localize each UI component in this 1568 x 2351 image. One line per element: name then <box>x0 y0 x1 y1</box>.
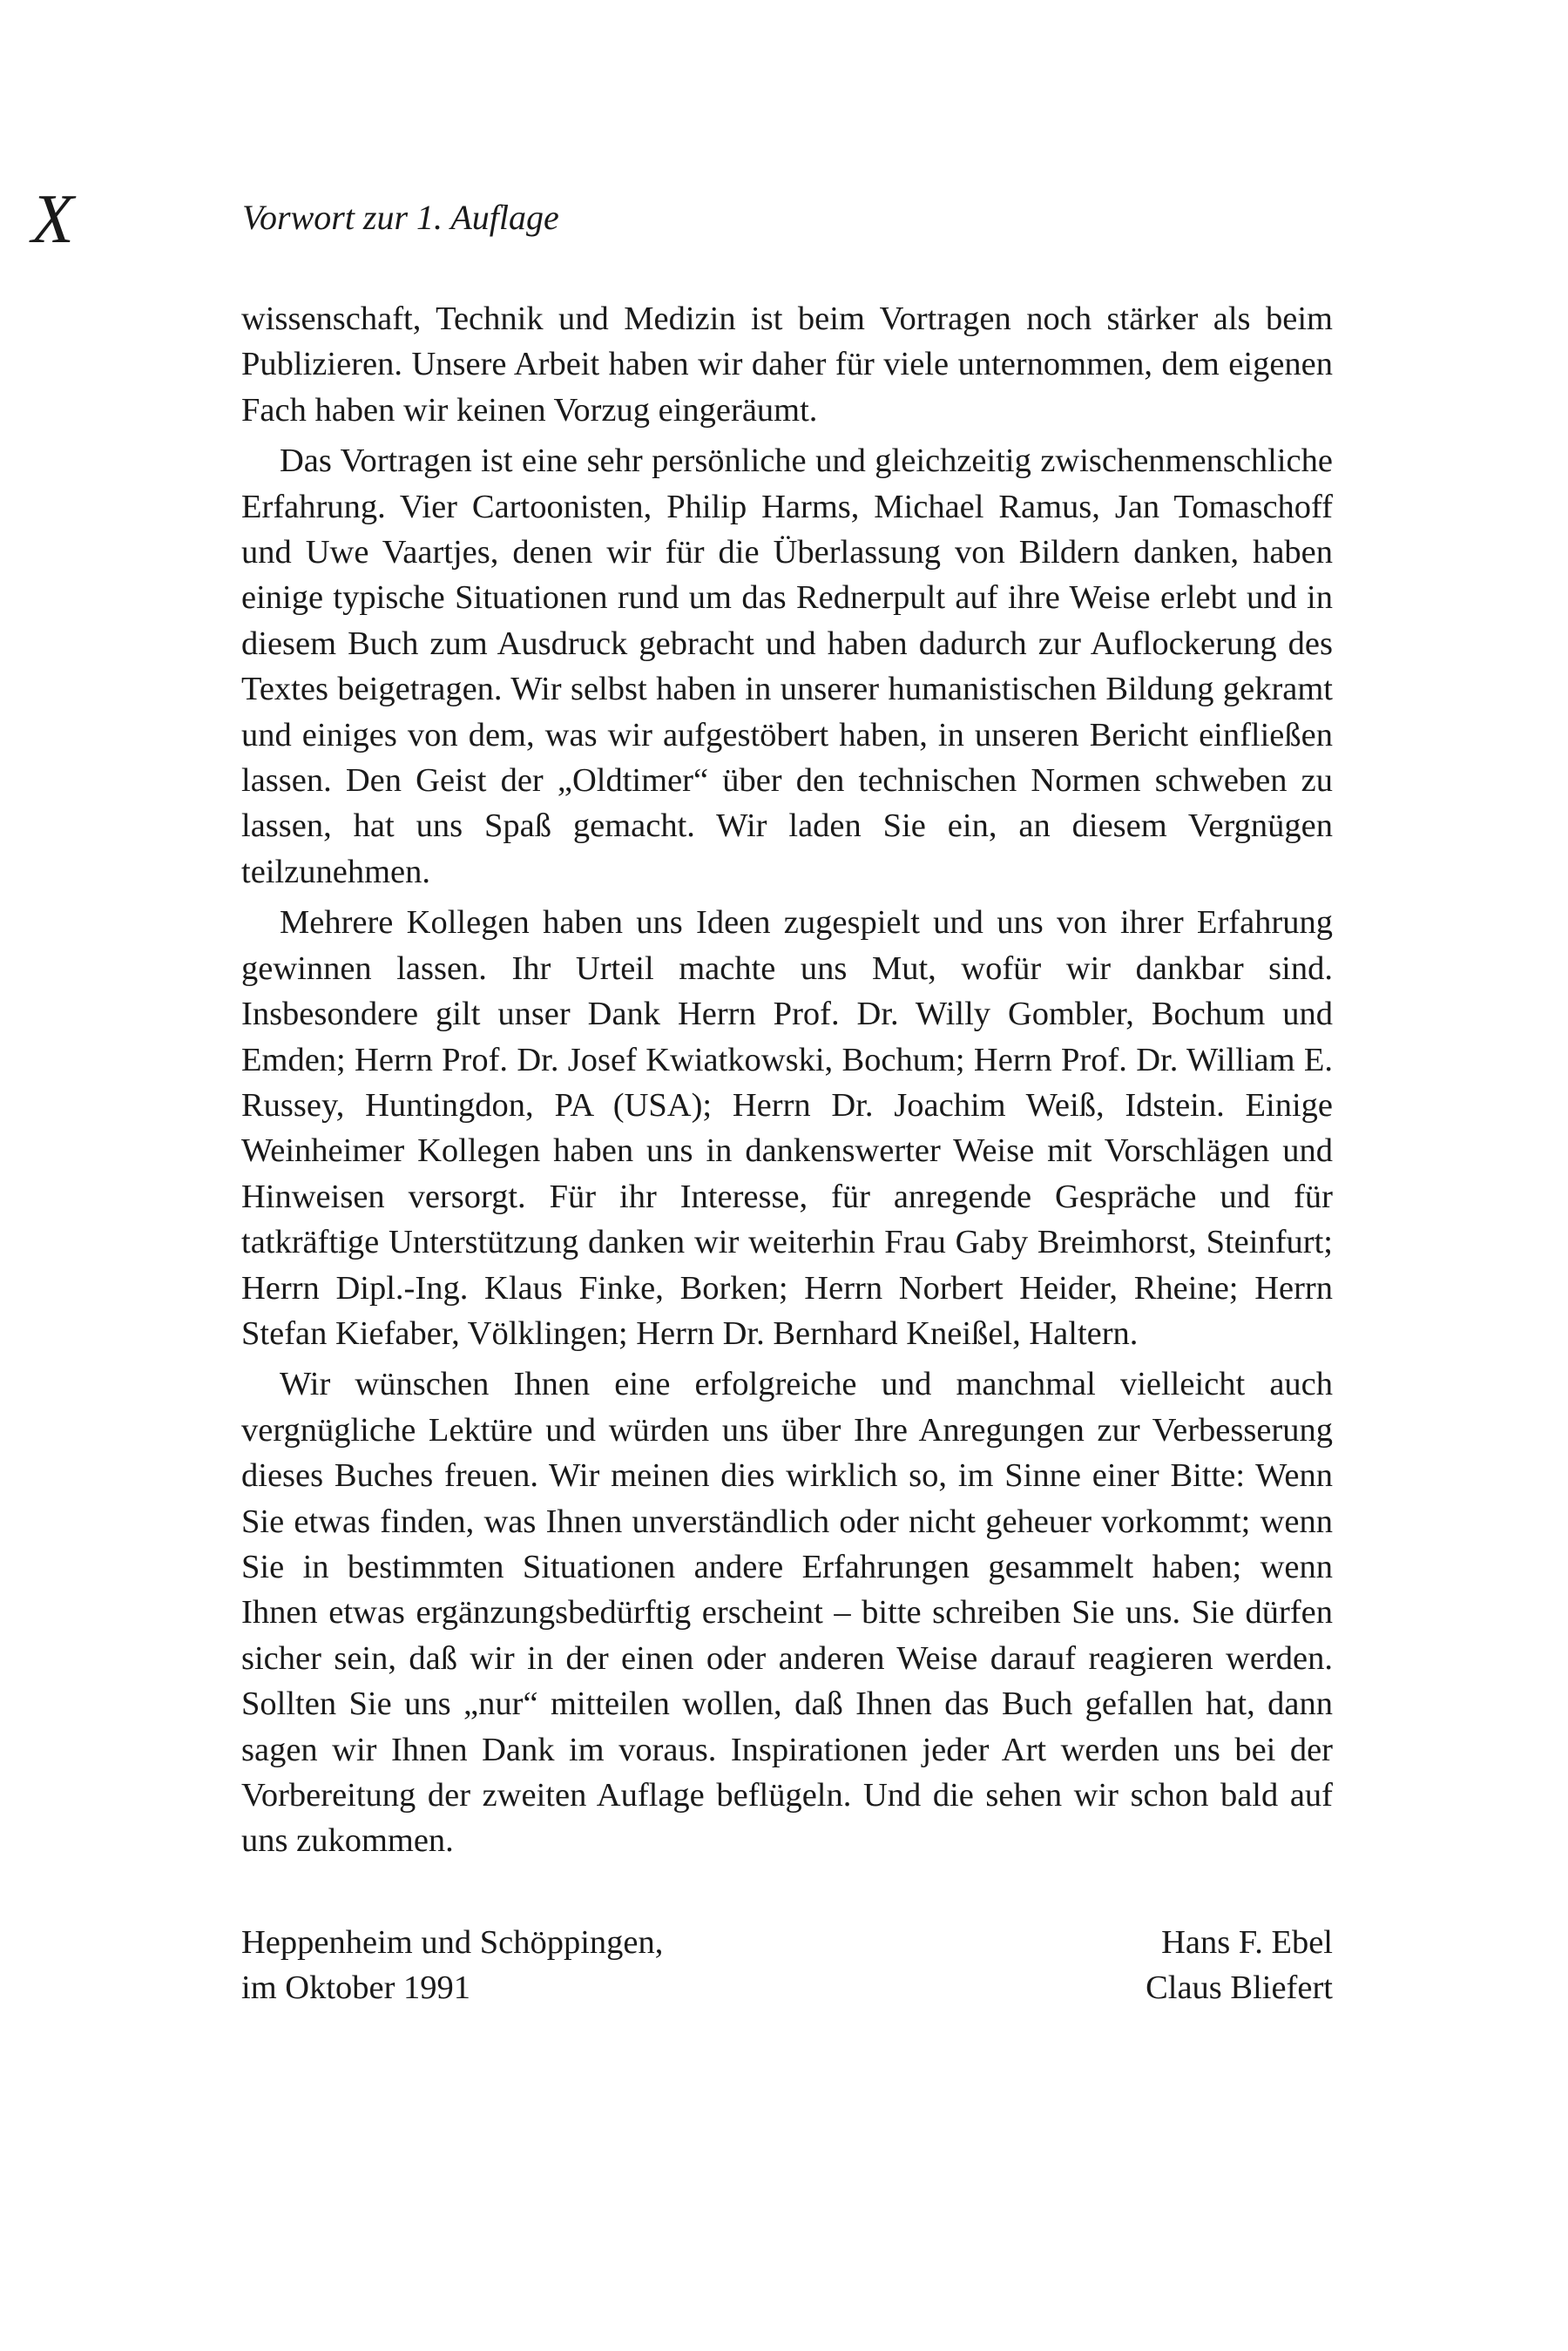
running-head: Vorwort zur 1. Auflage <box>242 198 559 237</box>
author-name: Hans F. Ebel <box>1161 1924 1333 1961</box>
paragraph-1: wissenschaft, Technik und Medizin ist beim Vortragen noch stärker als beim Publizieren. Unsere Arbeit haben wir daher für viele unternommen, dem eigenen Fach haben wir keinen Vorzug eingeräumt. <box>241 301 1333 429</box>
paragraph-3: Mehrere Kollegen haben uns Ideen zugespielt und uns von ihrer Erfahrung gewinnen lassen. Ihr Urteil machte uns Mut, wofür wir dankbar sind. Insbesondere gilt unser Dank Herrn Prof. Dr. Willy Gombler, Bochum und Emden; Herrn Prof. Dr. Josef Kwiatkowski, Bochum; Herrn Prof. Dr. William E. Russey, Huntingdon, PA (USA); Herrn Dr. Joachim Weiß, Idstein. Einige Weinheimer Kollegen haben uns in dankenswerter Weise mit Vorschlägen und Hinweisen versorgt. Für ihr Interesse, für anregende Gespräche und für tatkräftige Unterstützung danken wir weiterhin Frau Gaby Breimhorst, Steinfurt; Herrn Dipl.-Ing. Klaus Finke, Borken; Herrn Norbert Heider, Rheine; Herrn Stefan Kiefaber, Völklingen; Herrn Dr. Bernhard Kneißel, Haltern. <box>241 904 1333 1352</box>
page-number: X <box>31 181 74 258</box>
signature-authors <box>1146 1920 1333 2010</box>
author-name: Claus Bliefert <box>1146 1969 1333 2006</box>
signature-place-date <box>241 1920 663 2010</box>
signature-place: Heppenheim und Schöppingen, <box>241 1924 664 1961</box>
paragraph-2: Das Vortragen ist eine sehr persönliche und gleichzeitig zwischenmenschliche Erfahrung. Vier Cartoonisten, Philip Harms, Michael Ramus, Jan Tomaschoff und Uwe Vaartjes, denen wir für die Überlassung von Bildern danken, haben einige typische Situationen rund um das Rednerpult auf ihre Weise erlebt und in diesem Buch zum Ausdruck gebracht und haben dadurch zur Auflockerung des Textes beigetragen. Wir selbst haben in unserer humanistischen Bildung gekramt und einiges von dem, was wir aufgestöbert haben, in unseren Bericht einfließen lassen. Den Geist der „Oldtimer“ über den technischen Normen schweben zu lassen, hat uns Spaß gemacht. Wir laden Sie ein, an diesem Vergnügen teilzunehmen. <box>241 443 1333 890</box>
body-text <box>241 296 1333 1869</box>
signature-date: im Oktober 1991 <box>241 1969 471 2006</box>
paragraph-4: Wir wünschen Ihnen eine erfolgreiche und manchmal vielleicht auch vergnügliche Lektüre und würden uns über Ihre Anregungen zur Verbesserung dieses Buches freuen. Wir meinen dies wirklich so, im Sinne einer Bitte: Wenn Sie etwas finden, was Ihnen unverständlich oder nicht geheuer vorkommt; wenn Sie in bestimmten Situationen andere Erfahrungen gesammelt haben; wenn Ihnen etwas ergänzungsbedürftig erscheint – bitte schreiben Sie uns. Sie dürfen sicher sein, daß wir in der einen oder anderen Weise darauf reagieren werden. Sollten Sie uns „nur“ mitteilen wollen, daß Ihnen das Buch gefallen hat, dann sagen wir Ihnen Dank im voraus. Inspirationen jeder Art werden uns bei der Vorbereitung der zweiten Auflage beflügeln. Und die sehen wir schon bald auf uns zukommen. <box>241 1366 1333 1860</box>
